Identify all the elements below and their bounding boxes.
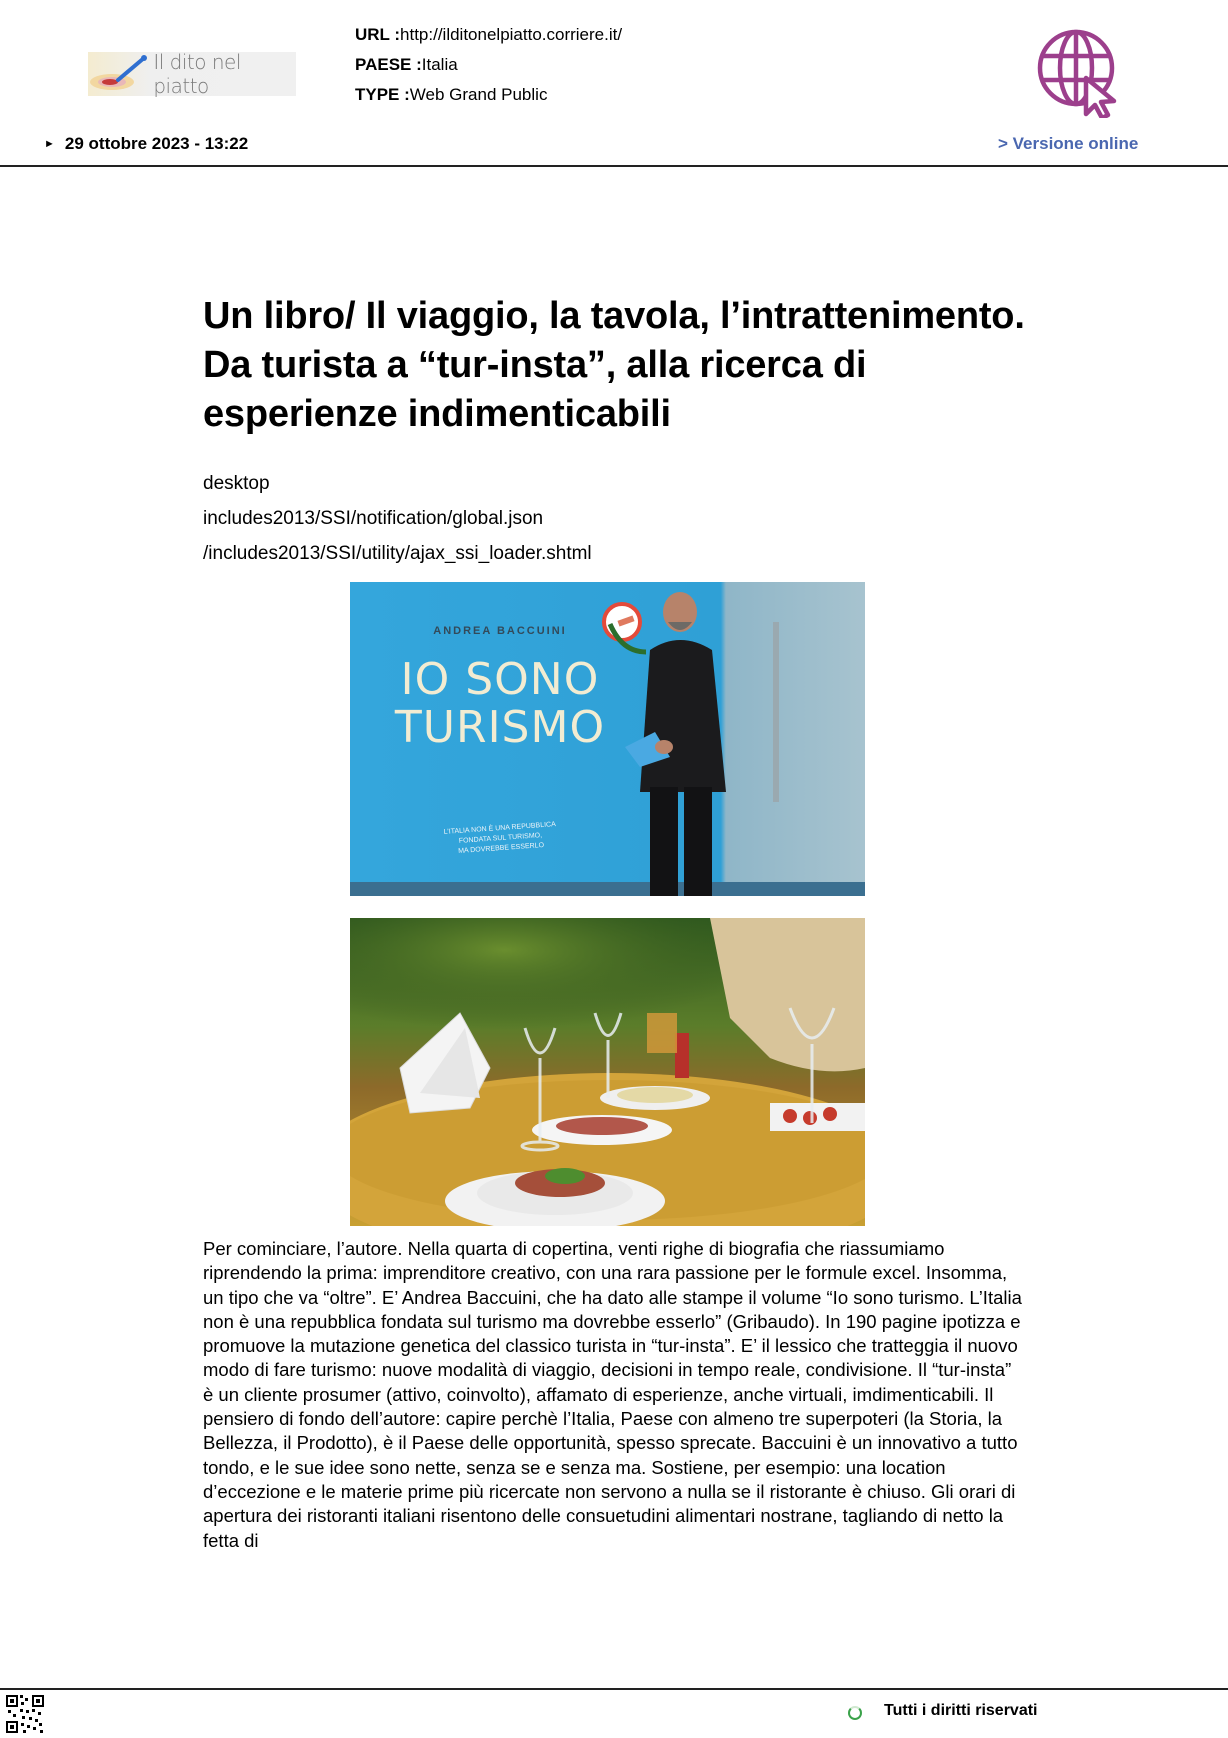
logo-text: Il dito nel piatto xyxy=(153,50,241,98)
qr-code-icon xyxy=(6,1695,44,1733)
book-title-line2: TURISMO xyxy=(394,702,606,753)
plate-fork-icon xyxy=(88,52,149,96)
meta-url-row xyxy=(355,20,622,50)
source-metadata xyxy=(355,20,622,110)
book-author: ANDREA BACCUINI xyxy=(433,625,567,637)
page-footer xyxy=(0,1688,1228,1738)
table-setting-photo xyxy=(350,918,865,1226)
site-logo[interactable] xyxy=(88,52,296,96)
code-line: /includes2013/SSI/utility/ajax_ssi_loader.shtml xyxy=(203,543,592,564)
rights-text: Tutti i diritti riservati xyxy=(884,1702,1038,1719)
meta-type-row xyxy=(355,80,622,110)
article-title: Un libro/ Il viaggio, la tavola, l’intrattenimento. Da turista a “tur-insta”, alla ricerca di esperienze indimenticabili xyxy=(203,295,1025,435)
code-line: includes2013/SSI/notification/global.json xyxy=(203,508,544,529)
book-subtitle-3: MA DOVREBBE ESSERLO xyxy=(458,841,545,855)
article-body: Per cominciare, l’autore. Nella quarta di copertina, venti righe di biografia che riassumiamo riprendendo la prima: imprenditore creativo, con una rara passione per le formule excel. Insomma, un tipo che va “oltre”. E’ Andrea Baccuini, che ha dato alle stampe il volume “Io sono turismo. L’Italia non è una repubblica fondata sul turismo ma dovrebbe esserlo” (Gribaudo). In 190 pagine ipotizza e promuove la mutazione genetica del classico turista in “tur-insta”. E’ il lessico che tratteggia il nuovo modo di fare turismo: nuove modalità di viaggio, decisioni in tempo reale, condivisione. Il “tur-insta” è un cliente prosumer (attivo, coinvolto), affamato di esperienze, anche virtuali, imdimenticabili. Il pensiero di fondo dell’autore: capire perchè l’Italia, Paese con almeno tre superpoteri (la Storia, la Bellezza, il Prodotto), è il Paese delle opportunità, spesso sprecate. Baccuini è un innovativo a tutto tondo, e le sue idee sono nette, senza se e senza ma. Sostiene, per esempio: una location d’eccezione e le materie prime più ricercate non servono a nulla se il ristorante è chiuso. Gli orari di apertura dei ristoranti italiani risentono delle consuetudini alimentari nostrane, tagliando di netto la fetta di xyxy=(203,1238,1022,1551)
book-title-line1: IO SONO xyxy=(400,654,600,705)
article-code-lines xyxy=(203,466,592,571)
meta-country-row xyxy=(355,50,622,80)
triangle-right-icon: ► xyxy=(44,138,55,150)
code-line: desktop xyxy=(203,473,270,494)
meta-key: URL : xyxy=(355,25,401,44)
loading-spinner-icon xyxy=(848,1706,862,1720)
book-subtitle-2: FONDATA SUL TURISMO, xyxy=(458,832,543,845)
date-text: 29 ottobre 2023 - 13:22 xyxy=(64,134,249,153)
globe-cursor-icon xyxy=(1036,28,1122,118)
meta-url-value[interactable]: http://ilditonelpiatto.corriere.it/ xyxy=(400,25,623,44)
meta-type-value: Web Grand Public xyxy=(409,85,548,104)
book-subtitle-1: L’ITALIA NON È UNA REPUBBLICA xyxy=(443,821,557,836)
copyright-notice xyxy=(848,1702,1038,1720)
online-version-link[interactable]: > Versione online xyxy=(998,134,1139,153)
meta-key: PAESE : xyxy=(355,55,422,74)
meta-key: TYPE : xyxy=(355,85,410,104)
meta-country-value: Italia xyxy=(421,55,458,74)
book-photo xyxy=(350,582,865,896)
publication-date xyxy=(44,134,248,154)
